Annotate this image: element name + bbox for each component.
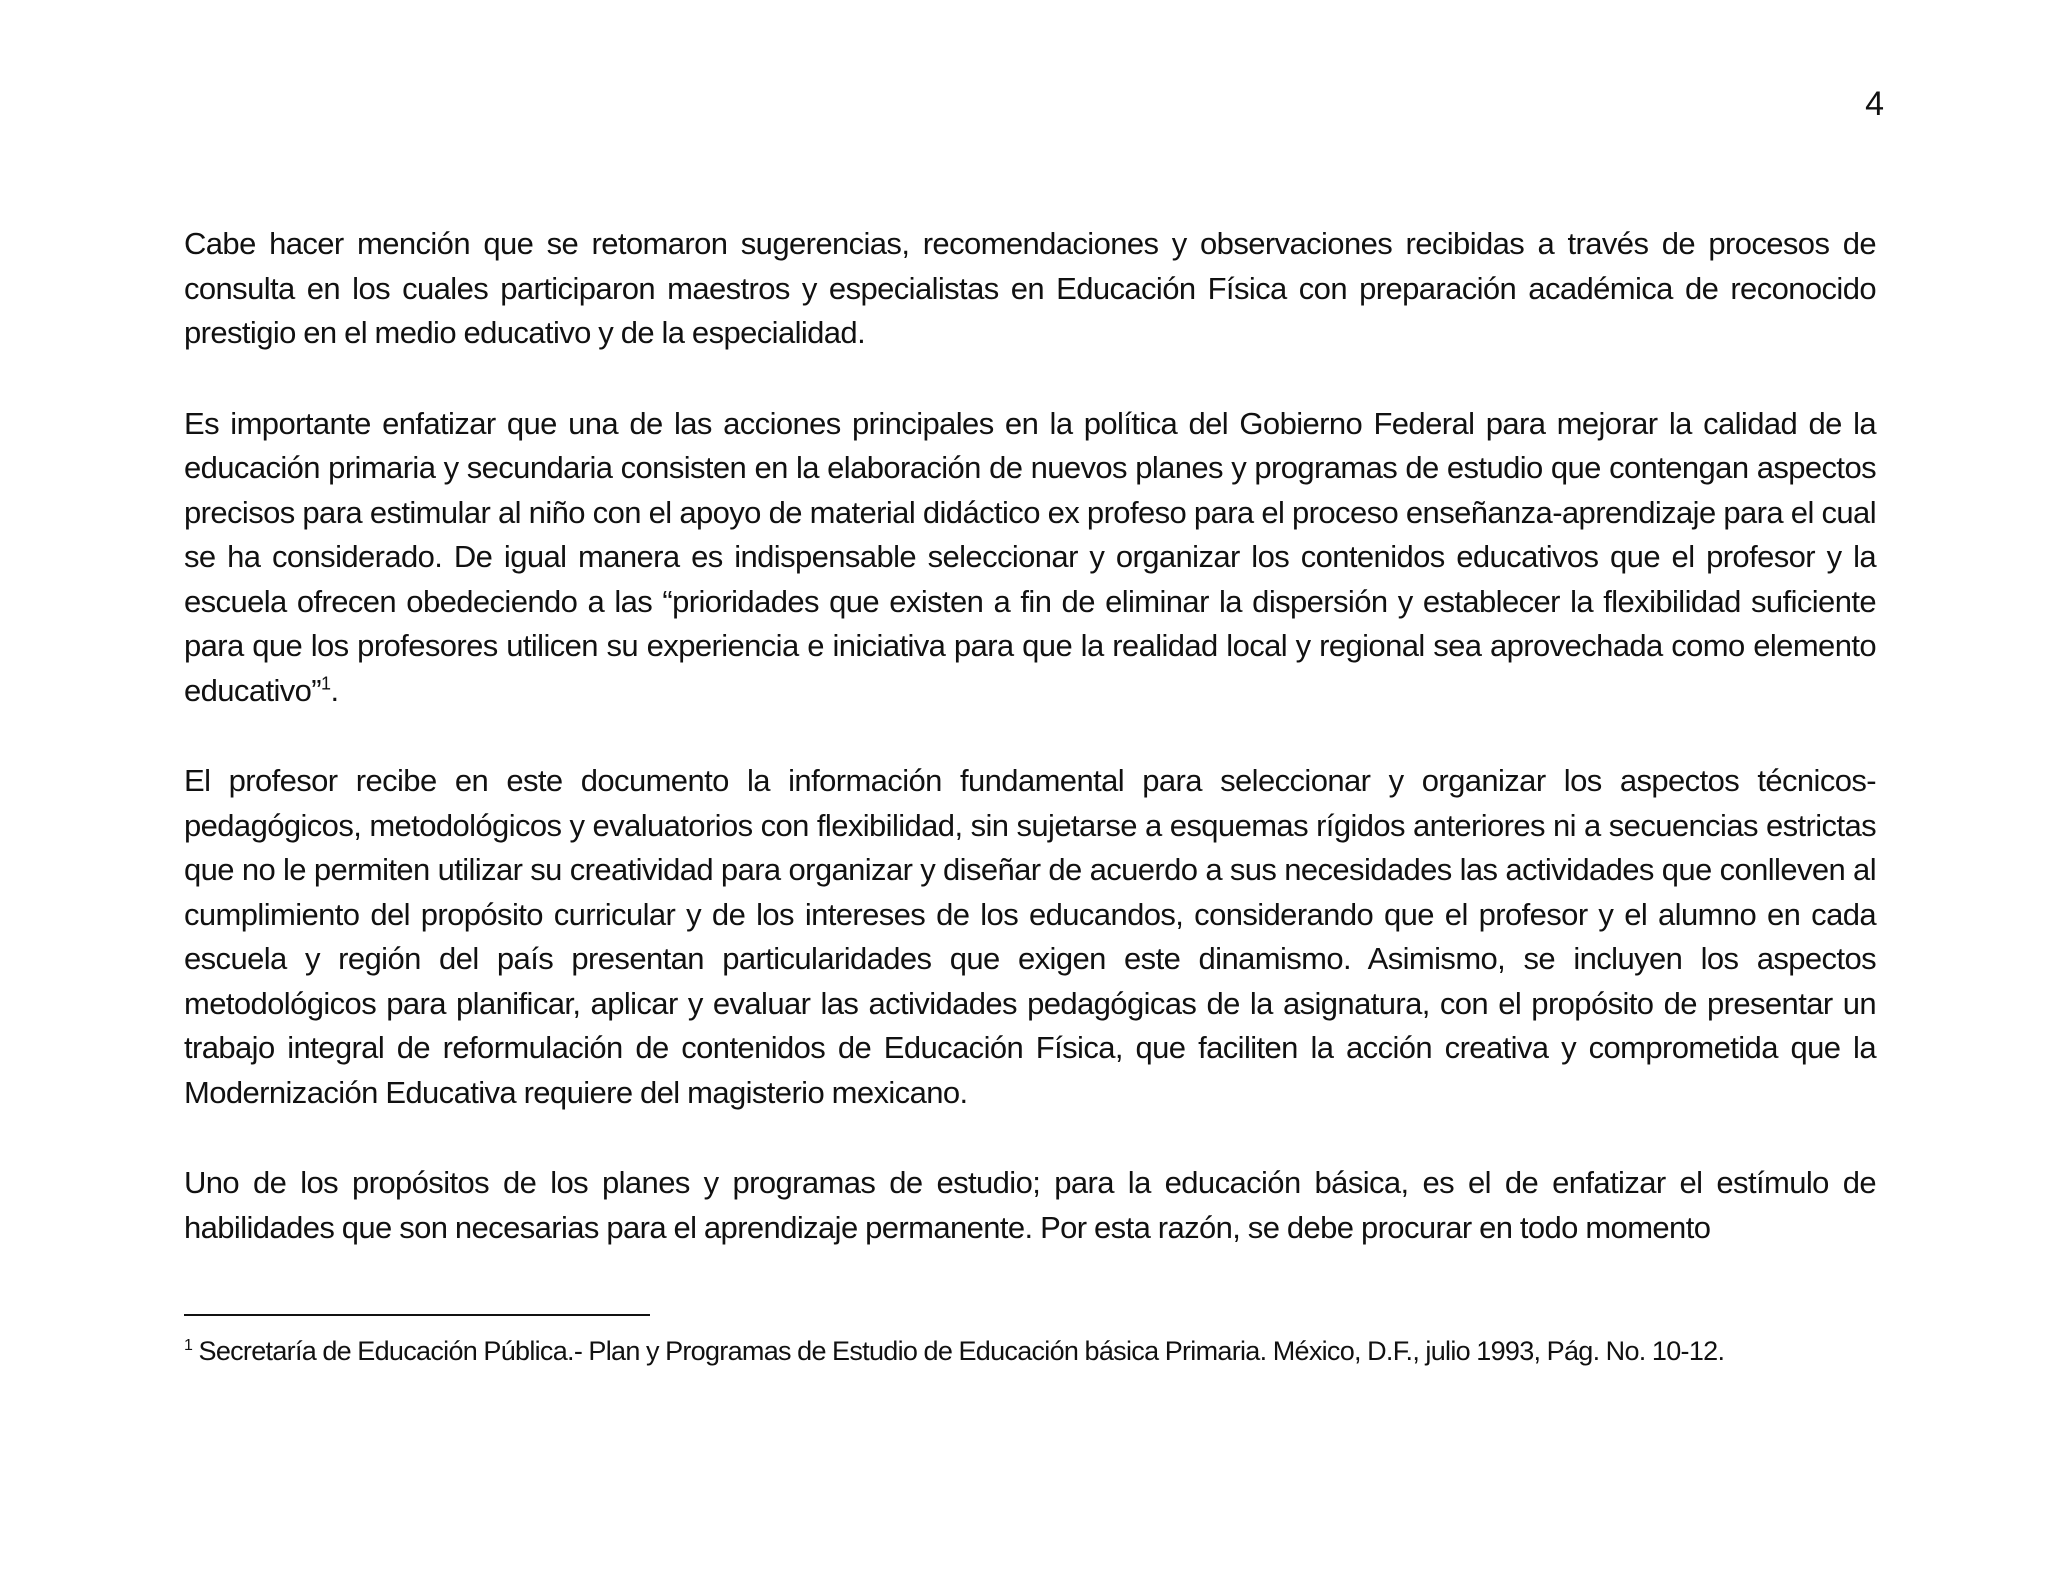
paragraph-1 [184, 222, 1876, 356]
paragraph-3 [184, 759, 1876, 1115]
page-number: 4 [1865, 85, 1884, 123]
footnote-marker: 1 [184, 1337, 193, 1354]
document-body [184, 222, 1876, 1250]
footnote-text: Secretaría de Educación Pública.- Plan y Programas de Estudio de Educación básica Primaria. México, D.F., julio 1993, Pág. No. 10-12. [192, 1336, 1725, 1366]
paragraph-3-text: El profesor recibe en este documento la información fundamental para seleccionar y organizar los aspectos técnicos-pedagógicos, metodológicos y evaluatorios con flexibilidad, sin sujetarse a esquemas rígidos anteriores ni a secuencias estrictas que no le permiten utilizar su creatividad para organizar y diseñar de acuerdo a sus necesidades las actividades que conlleven al cumplimiento del propósito curricular y de los intereses de los educandos, considerando que el profesor y el alumno en cada escuela y región del país presentan particularidades que exigen este dinamismo. Asimismo, se incluyen los aspectos metodológicos para planificar, aplicar y evaluar las actividades pedagógicas de la asignatura, con el propósito de presentar un trabajo integral de reformulación de contenidos de Educación Física, que faciliten la acción creativa y comprometida que la Modernización Educativa requiere del magisterio mexicano. [184, 763, 1876, 1110]
footnote [184, 1334, 1876, 1368]
paragraph-4-text: Uno de los propósitos de los planes y programas de estudio; para la educación básica, es el de enfatizar el estímulo de habilidades que son necesarias para el aprendizaje permanente. Por esta razón, se debe procurar en todo momento [184, 1165, 1876, 1245]
paragraph-4 [184, 1161, 1876, 1250]
footnote-divider [184, 1314, 650, 1316]
paragraph-2 [184, 402, 1876, 714]
paragraph-1-text: Cabe hacer mención que se retomaron sugerencias, recomendaciones y observaciones recibidas a través de procesos de consulta en los cuales participaron maestros y especialistas en Educación Física con preparación académica de reconocido prestigio en el medio educativo y de la especialidad. [184, 226, 1876, 350]
paragraph-2-text: Es importante enfatizar que una de las acciones principales en la política del Gobierno Federal para mejorar la calidad de la educación primaria y secundaria consisten en la elaboración de nuevos planes y programas de estudio que contengan aspectos precisos para estimular al niño con el apoyo de material didáctico ex profeso para el proceso enseñanza-aprendizaje para el cual se ha considerado. De igual manera es indispensable seleccionar y organizar los contenidos educativos que el profesor y la escuela ofrecen obedeciendo a las “prioridades que existen a fin de eliminar la dispersión y establecer la flexibilidad suficiente para que los profesores utilicen su experiencia e iniciativa para que la realidad local y regional sea aprovechada como elemento educativo” [184, 405, 1876, 708]
footnote-reference: 1 [321, 673, 331, 694]
paragraph-2-trailing: . [330, 672, 339, 708]
